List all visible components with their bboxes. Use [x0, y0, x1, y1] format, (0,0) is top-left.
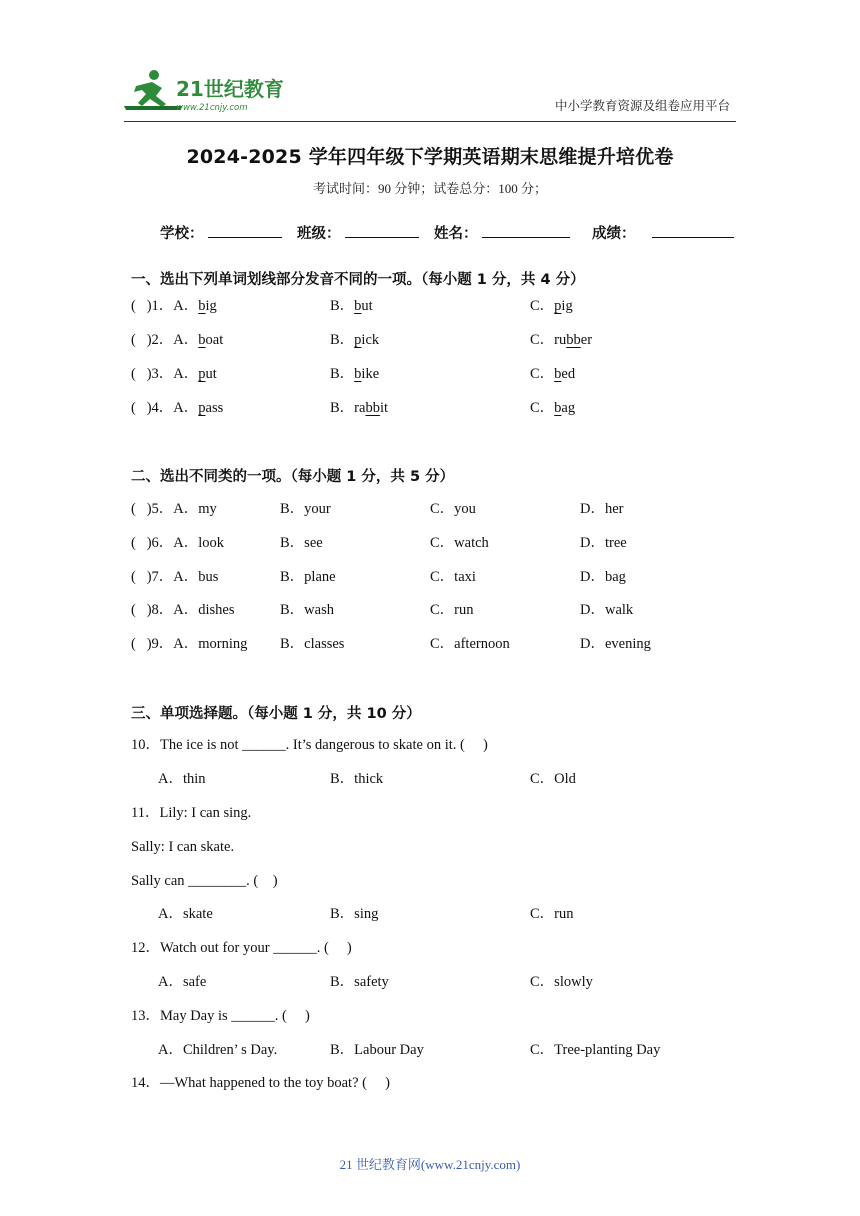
q11-line2: Sally: I can skate.	[131, 839, 235, 855]
q7-a-word: bus	[198, 569, 219, 585]
footer-source[interactable]: 21 世纪教育网(www.21cnjy.com)	[339, 1157, 521, 1172]
q8-number: ( )8．A．	[131, 602, 199, 618]
q4-number: ( )4．A．	[131, 400, 199, 416]
option-label: B．	[330, 332, 355, 348]
section1-heading: 一、选出下列单词划线部分发音不同的一项。（每小题 1 分，共 4 分）	[131, 272, 585, 288]
q1-b-word-suffix: ut	[361, 298, 373, 314]
q5-option-a[interactable]	[131, 499, 217, 519]
q4-a-word-underlined: p	[198, 400, 206, 416]
q6-d-word: tree	[604, 535, 627, 551]
q4-b-word-suffix: it	[379, 400, 388, 416]
q6-c-word: watch	[454, 535, 489, 551]
platform-caption: 中小学教育资源及组卷应用平台	[554, 99, 730, 113]
q6-number: ( )6．A．	[131, 535, 199, 551]
section3-heading: 三、单项选择题。（每小题 1 分，共 10 分）	[131, 706, 421, 722]
q7-option-c[interactable]	[430, 567, 476, 587]
score-label: 成绩：	[592, 226, 636, 242]
q5-c-word: you	[454, 501, 476, 517]
q3-a-word-underlined: p	[198, 366, 206, 382]
q9-option-a[interactable]	[131, 634, 247, 654]
q4-b-word-prefix: ra	[354, 400, 366, 416]
q2-c-word-prefix: ru	[554, 332, 567, 348]
q2-option-a[interactable]	[131, 330, 223, 350]
q3-option-b[interactable]	[330, 364, 379, 384]
q12-option-c[interactable]: C．slowly	[530, 974, 593, 990]
q4-option-c[interactable]	[530, 398, 575, 418]
name-blank[interactable]	[482, 223, 570, 238]
q10-option-c[interactable]: C．Old	[530, 771, 576, 787]
q3-c-word-suffix: ed	[561, 366, 576, 382]
exam-title: 2024-2025 学年四年级下学期英语期末思维提升培优卷	[186, 146, 674, 168]
q1-a-word-underlined: b	[198, 298, 206, 314]
q5-a-word: my	[198, 501, 217, 517]
brand-logo	[122, 66, 292, 116]
logo-url-text: www.21cnjy.com	[176, 103, 248, 113]
class-field[interactable]	[297, 222, 419, 243]
q7-option-d[interactable]	[580, 567, 626, 587]
q9-option-c[interactable]	[430, 634, 510, 654]
q4-option-b[interactable]	[330, 398, 388, 418]
q8-d-word: walk	[604, 602, 634, 618]
q7-c-word: taxi	[454, 569, 476, 585]
option-label: B．	[280, 602, 305, 618]
score-field[interactable]	[592, 222, 734, 243]
option-label: D．	[580, 602, 605, 618]
q14-stem: 14．—What happened to the toy boat? ( )	[131, 1075, 390, 1091]
option-label: B．	[280, 501, 305, 517]
q2-c-word-suffix: er	[580, 332, 593, 348]
option-label: C．	[430, 602, 455, 618]
q3-number: ( )3．A．	[131, 366, 199, 382]
q2-a-word-suffix: oat	[205, 332, 224, 348]
q9-a-word: morning	[198, 636, 248, 652]
option-label: C．	[530, 332, 555, 348]
q9-number: ( )9．A．	[131, 636, 199, 652]
q8-a-word: dishes	[198, 602, 235, 618]
q5-option-c[interactable]	[430, 499, 476, 519]
q5-b-word: your	[304, 501, 331, 517]
q6-b-word: see	[304, 535, 323, 551]
q13-option-c[interactable]: C．Tree-planting Day	[530, 1042, 661, 1058]
q10-stem: 10．The ice is not ______. It’s dangerous to skate on it. ( )	[131, 737, 488, 753]
option-label: C．	[530, 366, 555, 382]
q1-option-b[interactable]	[330, 296, 373, 316]
class-blank[interactable]	[345, 223, 419, 238]
school-field[interactable]	[160, 222, 282, 243]
q5-d-word: her	[604, 501, 624, 517]
q9-c-word: afternoon	[454, 636, 510, 652]
q11-line3: Sally can ________. ( )	[131, 873, 278, 889]
q7-number: ( )7．A．	[131, 569, 199, 585]
q8-option-b[interactable]	[280, 600, 334, 620]
q11-stem: 11．Lily: I can sing.	[131, 805, 252, 821]
section2-heading: 二、选出不同类的一项。（每小题 1 分，共 5 分）	[131, 469, 455, 485]
q6-option-b[interactable]	[280, 533, 323, 553]
q2-option-b[interactable]	[330, 330, 379, 350]
q6-option-a[interactable]	[131, 533, 224, 553]
q13-option-a[interactable]: A．Children’ s Day.	[158, 1042, 278, 1058]
q1-number: ( )1．A．	[131, 298, 199, 314]
q8-c-word: run	[454, 602, 474, 618]
q2-number: ( )2．A．	[131, 332, 199, 348]
q4-c-word-suffix: ag	[561, 400, 576, 416]
q9-b-word: classes	[304, 636, 345, 652]
q4-a-word-suffix: ass	[205, 400, 224, 416]
name-label: 姓名：	[434, 226, 478, 242]
q5-number: ( )5．A．	[131, 501, 199, 517]
q3-b-word-underlined: b	[354, 366, 362, 382]
q6-option-c[interactable]	[430, 533, 489, 553]
q1-c-word-underlined: p	[554, 298, 562, 314]
header-divider	[124, 121, 736, 122]
option-label: D．	[580, 535, 605, 551]
q12-option-b[interactable]: B．safety	[330, 974, 389, 990]
option-label: C．	[430, 501, 455, 517]
q2-a-word-underlined: b	[198, 332, 206, 348]
q2-option-c[interactable]	[530, 330, 592, 350]
q4-c-word-underlined: b	[554, 400, 562, 416]
runner-logo-icon	[122, 66, 292, 116]
q2-c-word-underlined: bb	[566, 332, 581, 348]
q2-b-word-suffix: ick	[361, 332, 380, 348]
q7-option-b[interactable]	[280, 567, 336, 587]
q1-a-word-suffix: ig	[205, 298, 217, 314]
q8-option-d[interactable]	[580, 600, 633, 620]
q11-option-a[interactable]: A．skate	[158, 906, 213, 922]
q3-b-word-suffix: ike	[361, 366, 380, 382]
q5-option-d[interactable]	[580, 499, 624, 519]
q1-c-word-suffix: ig	[561, 298, 573, 314]
option-label: B．	[330, 366, 355, 382]
q8-b-word: wash	[304, 602, 334, 618]
q10-option-b[interactable]: B．thick	[330, 771, 384, 787]
q10-option-a[interactable]: A．thin	[158, 771, 206, 787]
option-label: D．	[580, 569, 605, 585]
option-label: C．	[530, 298, 555, 314]
q7-d-word: bag	[604, 569, 626, 585]
score-blank[interactable]	[652, 223, 734, 238]
q9-option-d[interactable]	[580, 634, 651, 654]
option-label: D．	[580, 636, 605, 652]
q8-option-a[interactable]	[131, 600, 235, 620]
q3-option-c[interactable]	[530, 364, 575, 384]
option-label: C．	[430, 636, 455, 652]
option-label: C．	[530, 400, 555, 416]
q13-option-b[interactable]: B．Labour Day	[330, 1042, 424, 1058]
q9-d-word: evening	[604, 636, 651, 652]
option-label: B．	[280, 569, 305, 585]
option-label: B．	[280, 535, 305, 551]
option-label: C．	[430, 535, 455, 551]
q3-option-a[interactable]	[131, 364, 217, 384]
option-label: B．	[280, 636, 305, 652]
q7-option-a[interactable]	[131, 567, 218, 587]
school-blank[interactable]	[208, 223, 282, 238]
option-label: D．	[580, 501, 605, 517]
option-label: B．	[330, 400, 355, 416]
q1-option-c[interactable]	[530, 296, 573, 316]
q4-b-word-underlined: bb	[365, 400, 380, 416]
exam-subtitle: 考试时间：90 分钟；试卷总分：100 分；	[312, 181, 547, 196]
q6-a-word: look	[198, 535, 225, 551]
q13-stem: 13．May Day is ______. ( )	[131, 1008, 310, 1024]
option-label: C．	[430, 569, 455, 585]
q1-option-a[interactable]	[131, 296, 217, 316]
q11-option-b[interactable]: B．sing	[330, 906, 379, 922]
q12-stem: 12．Watch out for your ______. ( )	[131, 940, 352, 956]
q12-option-a[interactable]: A．safe	[158, 974, 207, 990]
q2-b-word-underlined: p	[354, 332, 362, 348]
q4-option-a[interactable]	[131, 398, 223, 418]
q3-a-word-suffix: ut	[205, 366, 217, 382]
q11-option-c[interactable]: C．run	[530, 906, 574, 922]
q1-b-word-underlined: b	[354, 298, 362, 314]
name-field[interactable]	[434, 222, 570, 243]
q5-option-b[interactable]	[280, 499, 331, 519]
q9-option-b[interactable]	[280, 634, 344, 654]
q8-option-c[interactable]	[430, 600, 474, 620]
q6-option-d[interactable]	[580, 533, 627, 553]
class-label: 班级：	[297, 226, 341, 242]
logo-text: 21世纪教育	[176, 77, 284, 101]
q3-c-word-underlined: b	[554, 366, 562, 382]
school-label: 学校：	[160, 226, 204, 242]
option-label: B．	[330, 298, 355, 314]
q7-b-word: plane	[304, 569, 336, 585]
